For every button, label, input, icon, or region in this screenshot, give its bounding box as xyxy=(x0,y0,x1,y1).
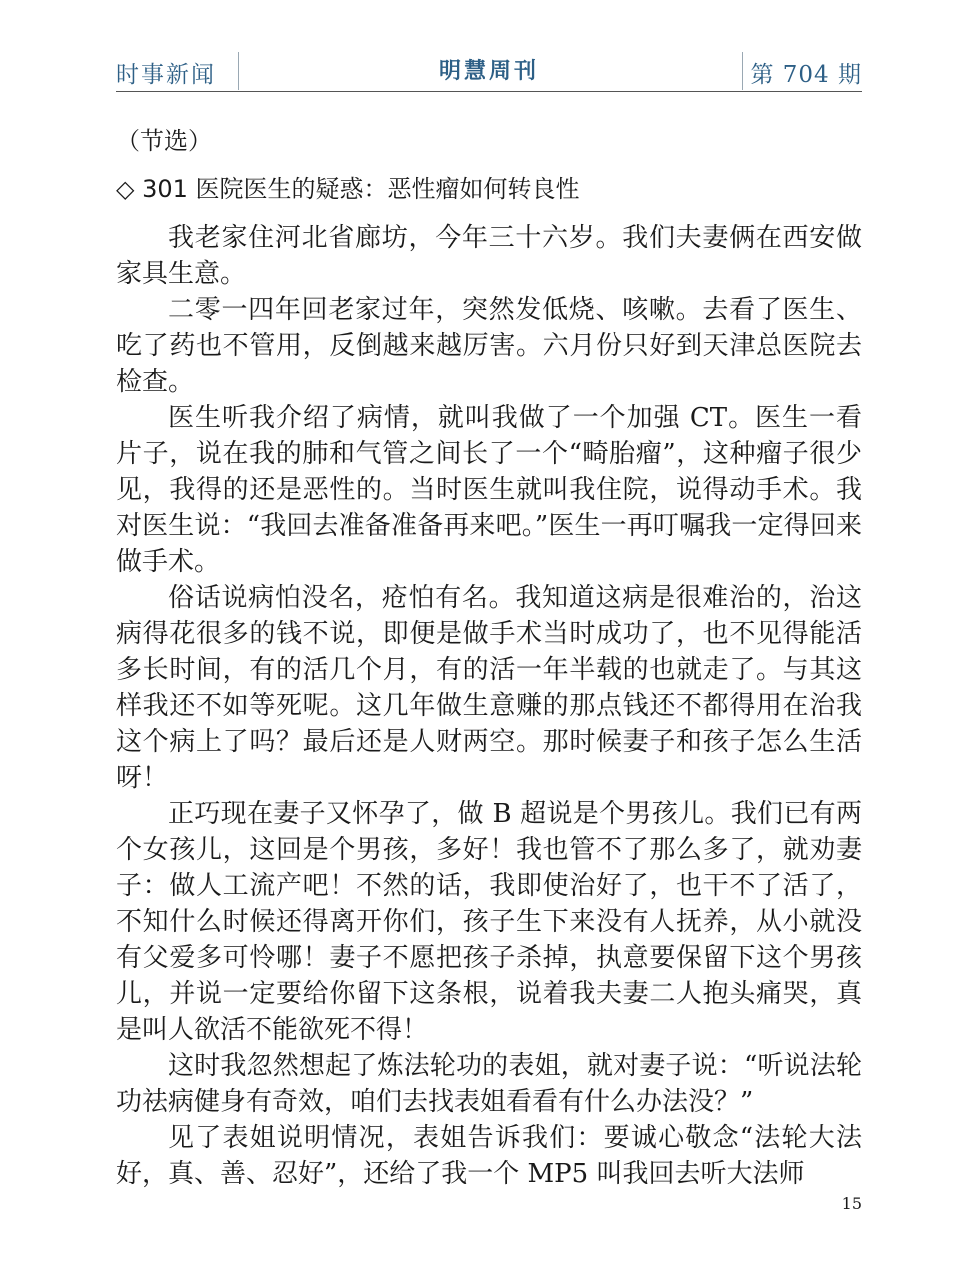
article-paragraph: 我老家住河北省廊坊，今年三十六岁。我们夫妻俩在西安做家具生意。 xyxy=(116,223,862,289)
header-divider-right xyxy=(742,52,743,90)
article-paragraph: 俗话说病怕没名，疮怕有名。我知道这病是很难治的，治这病得花很多的钱不说，即便是做手术当时成功了，也不见得能活多长时间，有的活几个月，有的活一年半载的也就走了。与其这样我还不如等死呢。这几年做生意赚的那点钱还不都得用在治我这个病上了吗？最后还是人财两空。那时候妻子和孩子怎么生活呀！ xyxy=(116,583,862,793)
article-title: ◇ 301 医院医生的疑惑：恶性瘤如何转良性 xyxy=(116,175,580,203)
article-body xyxy=(116,220,862,1192)
article-paragraph: 这时我忽然想起了炼法轮功的表姐，就对妻子说：“听说法轮功祛病健身有奇效，咱们去找表姐看看有什么办法没？” xyxy=(116,1051,862,1117)
header-section-label: 时事新闻 xyxy=(116,62,216,88)
article-paragraph: 医生听我介绍了病情，就叫我做了一个加强 CT。医生一看片子，说在我的肺和气管之间长了一个“畸胎瘤”，这种瘤子很少见，我得的还是恶性的。当时医生就叫我住院，说得动手术。我对医生说：“我回去准备准备再来吧。”医生一再叮嘱我一定得回来做手术。 xyxy=(116,403,862,577)
article-paragraph: 见了表姐说明情况，表姐告诉我们：要诚心敬念“法轮大法好，真、善、忍好”，还给了我一个 MP5 叫我回去听大法师 xyxy=(116,1123,862,1189)
header-issue-number: 第 704 期 xyxy=(750,62,862,88)
page-header xyxy=(116,52,862,92)
excerpt-note: （节选） xyxy=(116,127,212,155)
article-paragraph: 二零一四年回老家过年，突然发低烧、咳嗽。去看了医生、吃了药也不管用，反倒越来越厉害。六月份只好到天津总医院去检查。 xyxy=(116,295,862,397)
header-rule xyxy=(116,91,862,92)
article-paragraph: 正巧现在妻子又怀孕了，做 B 超说是个男孩儿。我们已有两个女孩儿，这回是个男孩，多好！我也管不了那么多了，就劝妻子：做人工流产吧！不然的话，我即使治好了，也干不了活了，不知什么时候还得离开你们，孩子生下来没有人抚养，从小就没有父爱多可怜哪！妻子不愿把孩子杀掉，执意要保留下这个男孩儿，并说一定要给你留下这条根，说着我夫妻二人抱头痛哭，真是叫人欲活不能欲死不得！ xyxy=(116,799,862,1045)
page-number: 15 xyxy=(841,1194,862,1213)
header-brand-title: 明慧周刊 xyxy=(438,59,539,84)
